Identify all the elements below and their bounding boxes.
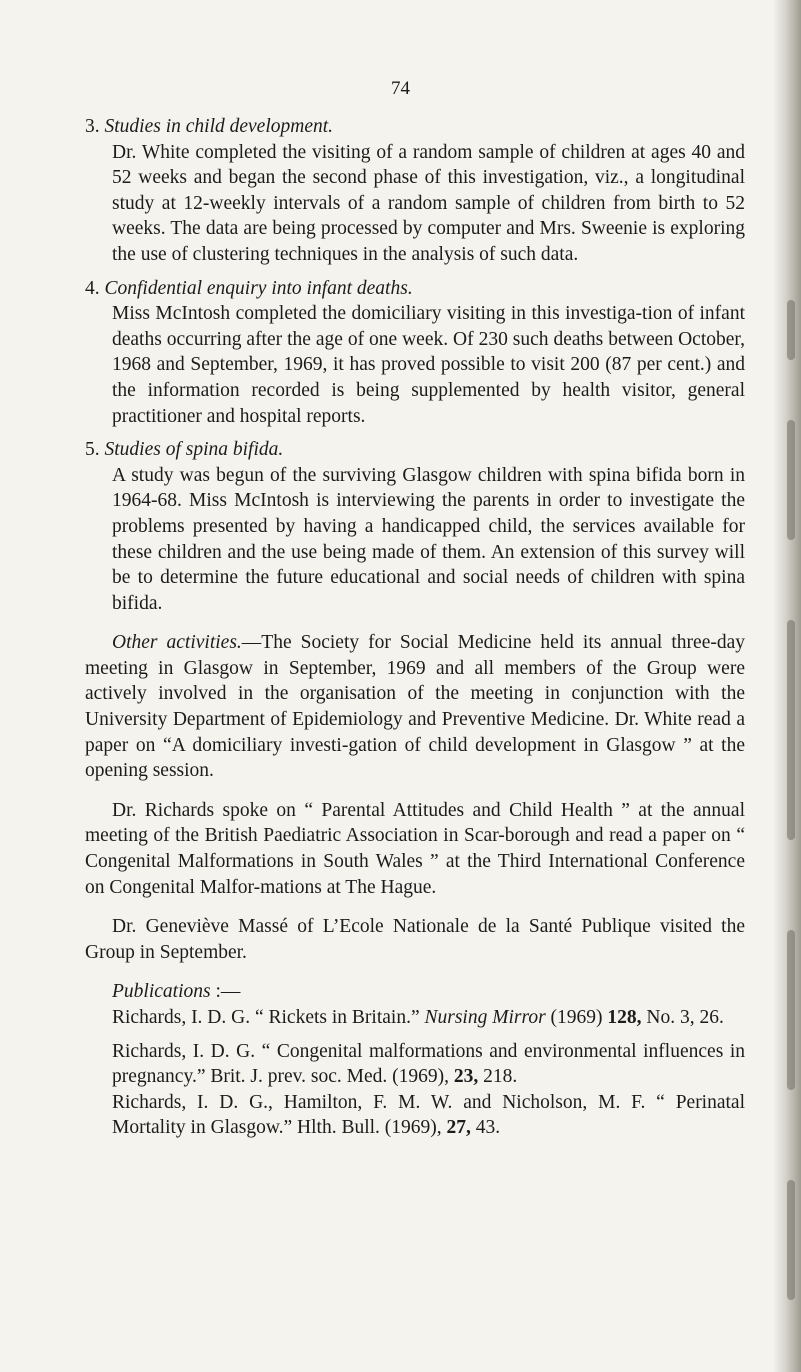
other-activities-para-3: Dr. Geneviève Massé of L’Ecole Nationale de la Santé Publique visited the Group in September. <box>85 916 745 963</box>
section-5-body: A study was begun of the surviving Glasgow children with spina bifida born in 1964-68. Miss McIntosh is interviewing the parents in order to investigate the problems presented by having a handicapped child, the services available for these children and the use being made of them. An extension of this survey will be to determine the future educational and social needs of children with spina bifida. <box>112 464 745 614</box>
section-4-title: Confidential enquiry into infant deaths. <box>104 277 413 299</box>
publications-label-suffix: :— <box>210 981 241 1003</box>
section-4-body: Miss McIntosh completed the domiciliary visiting in this investiga-tion of infant deaths occurring after the age of one week. Of 230 such deaths between October, 1968 and September, 1969, it has proved possible to visit 200 (87 per cent.) and the information recorded is being supplemented by health visitor, general practitioner and hospital reports. <box>112 303 745 427</box>
publications-heading <box>85 979 745 1005</box>
section-3-number: 3. <box>85 116 100 137</box>
publication-2-volume: 23, <box>453 1066 479 1088</box>
publication-2-citation: Richards, I. D. G. “ Congenital malformations and environmental influences in pregnancy.” Brit. J. prev. soc. Med. (1969), <box>112 1040 745 1088</box>
other-activities-label: Other activities. <box>112 632 242 654</box>
publication-2-pages: 218. <box>478 1066 518 1088</box>
publication-1-year: (1969) <box>545 1007 608 1028</box>
page-number: 74 <box>391 78 410 99</box>
edge-mark <box>787 300 795 360</box>
other-activities-para-2: Dr. Richards spoke on “ Parental Attitudes and Child Health ” at the annual meeting of the British Paediatric Association in Scar-borough and read a paper on “ Congenital Malformations in South Wales ” at the Third International Conference on Congenital Malfor-mations at The Hague. <box>85 799 745 898</box>
publications-label: Publications <box>112 981 211 1003</box>
section-4-number: 4. <box>85 277 100 299</box>
section-5-heading <box>85 437 745 463</box>
section-4-heading <box>85 276 745 302</box>
publication-3-volume: 27, <box>446 1117 471 1139</box>
publication-3-pages: 43. <box>470 1117 501 1139</box>
publication-item-1 <box>85 1005 745 1031</box>
page-edge-shadow <box>773 0 801 1372</box>
section-3-heading <box>85 114 745 140</box>
section-3-body: Dr. White completed the visiting of a random sample of children at ages 40 and 52 weeks and began the second phase of this investigation, viz., a longitudinal study at 12-weekly intervals of a random sample of children from birth to 52 weeks. The data are being processed by computer and Mrs. Sweenie is exploring the use of clustering techniques in the analysis of such data. <box>112 141 745 265</box>
other-activities-text-1: —The Society for Social Medicine held its annual three-day meeting in Glasgow in September, 1969 and all members of the Group were actively involved in the organisation of the meeting in conjunction with the University Department of Epidemiology and Preventive Medicine. Dr. White read a paper on “A domiciliary investi-gation of child development in Glasgow ” at the opening session. <box>85 632 745 782</box>
edge-mark <box>787 420 795 540</box>
publication-item-2 <box>85 1039 745 1090</box>
section-3-title: Studies in child development. <box>104 116 334 137</box>
publication-1-journal: Nursing Mirror <box>424 1007 546 1028</box>
publication-1-volume: 128, <box>607 1007 642 1028</box>
edge-mark <box>787 930 795 1090</box>
page-body <box>85 114 745 1141</box>
edge-mark <box>787 620 795 840</box>
other-activities-para-1 <box>85 630 745 784</box>
publication-1-pages: No. 3, 26. <box>641 1007 724 1028</box>
publication-1-citation: Richards, I. D. G. “ Rickets in Britain.” <box>112 1007 425 1028</box>
section-5-title: Studies of spina bifida. <box>104 439 284 461</box>
publication-item-3 <box>85 1090 745 1141</box>
publication-3-citation: Richards, I. D. G., Hamilton, F. M. W. and Nicholson, M. F. “ Perinatal Mortality in Glasgow.” Hlth. Bull. (1969), <box>112 1091 745 1139</box>
edge-mark <box>787 1180 795 1300</box>
section-5-number: 5. <box>85 439 100 461</box>
